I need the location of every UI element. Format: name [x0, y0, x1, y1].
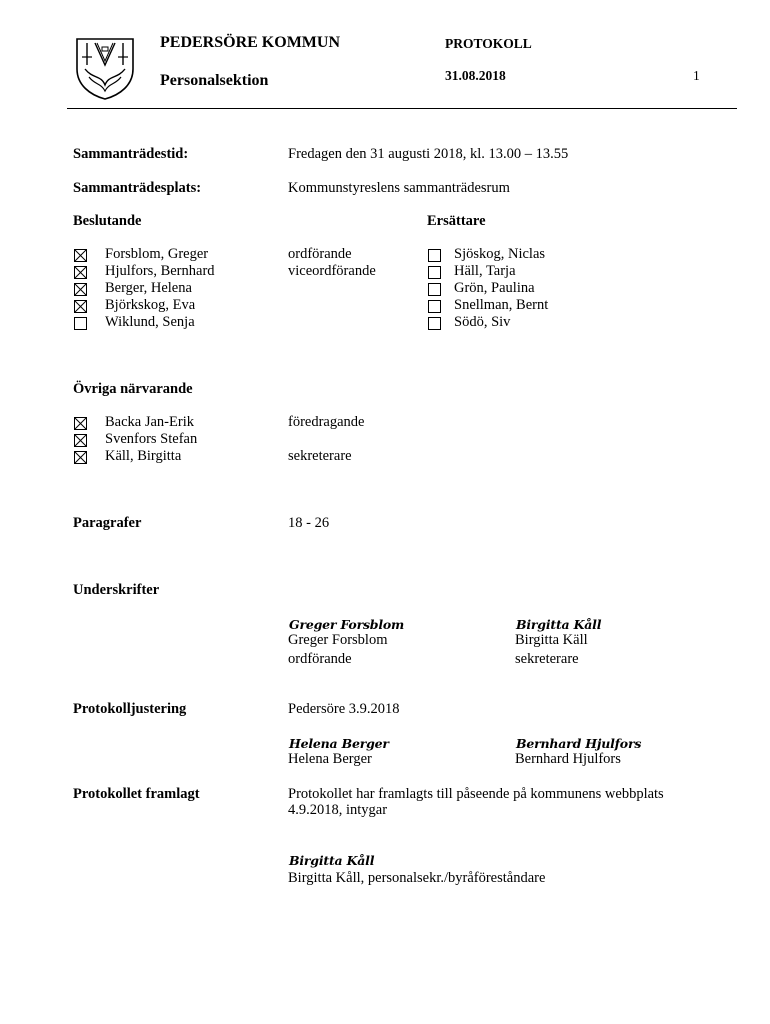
pedersore-coat-of-arms-icon	[73, 35, 137, 101]
member-role: viceordförande	[288, 263, 376, 279]
member-name: Forsblom, Greger	[105, 246, 209, 262]
attendance-checkbox[interactable]	[428, 300, 441, 313]
chair-signature: Greger Forsblom	[289, 617, 405, 632]
attendance-checkbox[interactable]	[74, 300, 87, 313]
attendance-checkbox[interactable]	[74, 317, 87, 330]
member-name: Berger, Helena	[105, 280, 192, 296]
meeting-place-label: Sammanträdesplats:	[73, 180, 202, 196]
presented-text-line1: Protokollet har framlagts till påseende på kommunens webbplats	[288, 786, 664, 802]
attendance-checkbox[interactable]	[74, 249, 87, 262]
member-name: Backa Jan-Erik	[105, 414, 194, 430]
secretary-signature: Birgitta Kåll	[516, 617, 602, 632]
attendance-checkbox[interactable]	[74, 434, 87, 447]
attendance-checkbox[interactable]	[428, 249, 441, 262]
chair-title: ordförande	[288, 651, 352, 667]
member-name: Grön, Paulina	[454, 280, 535, 296]
member-role: ordförande	[288, 246, 352, 262]
paragraphs-value: 18 - 26	[288, 515, 330, 531]
secretary-name: Birgitta Käll	[515, 632, 588, 648]
presented-label: Protokollet framlagt	[73, 786, 200, 802]
member-role: sekreterare	[288, 448, 352, 464]
page-number: 1	[693, 68, 700, 83]
meeting-time-value: Fredagen den 31 augusti 2018, kl. 13.00 – 13.55	[288, 146, 569, 162]
member-name: Käll, Birgitta	[105, 448, 182, 464]
adjuster2-name: Bernhard Hjulfors	[515, 751, 621, 767]
attendance-checkbox[interactable]	[428, 317, 441, 330]
member-name: Svenfors Stefan	[105, 431, 198, 447]
adjuster2-signature: Bernhard Hjulfors	[516, 736, 642, 751]
org-name: PEDERSÖRE KOMMUN	[160, 34, 340, 51]
adjuster1-name: Helena Berger	[288, 751, 372, 767]
adjustment-label: Protokolljustering	[73, 701, 187, 717]
adjustment-place-date: Pedersöre 3.9.2018	[288, 701, 400, 717]
meeting-time-label: Sammanträdestid:	[73, 146, 189, 162]
member-name: Wiklund, Senja	[105, 314, 195, 330]
attendance-checkbox[interactable]	[74, 283, 87, 296]
member-name: Södö, Siv	[454, 314, 511, 330]
attendance-checkbox[interactable]	[74, 417, 87, 430]
attendance-checkbox[interactable]	[428, 283, 441, 296]
attendance-checkbox[interactable]	[74, 451, 87, 464]
attendance-checkbox[interactable]	[74, 266, 87, 279]
meeting-place-value: Kommunstyreslens sammanträdesrum	[288, 180, 510, 196]
member-name: Sjöskog, Niclas	[454, 246, 546, 262]
section-name: Personalsektion	[160, 72, 269, 89]
member-name: Hjulfors, Bernhard	[105, 263, 215, 279]
presented-name-title: Birgitta Kåll, personalsekr./byråföreståndare	[288, 870, 546, 886]
presented-text-line2: 4.9.2018, intygar	[288, 802, 388, 818]
header-divider	[67, 108, 737, 109]
attendance-checkbox[interactable]	[428, 266, 441, 279]
paragraphs-label: Paragrafer	[73, 515, 142, 531]
member-name: Snellman, Bernt	[454, 297, 549, 313]
decision-makers-heading: Beslutande	[73, 213, 142, 229]
member-name: Häll, Tarja	[454, 263, 516, 279]
signatures-label: Underskrifter	[73, 582, 160, 598]
adjuster1-signature: Helena Berger	[289, 736, 389, 751]
others-heading: Övriga närvarande	[73, 381, 193, 397]
substitutes-heading: Ersättare	[427, 213, 486, 229]
doc-type: PROTOKOLL	[445, 36, 532, 51]
member-name: Björkskog, Eva	[105, 297, 196, 313]
member-role: föredragande	[288, 414, 365, 430]
presented-signature: Birgitta Kåll	[289, 853, 375, 868]
chair-name: Greger Forsblom	[288, 632, 388, 648]
doc-date: 31.08.2018	[445, 68, 506, 83]
secretary-title: sekreterare	[515, 651, 579, 667]
